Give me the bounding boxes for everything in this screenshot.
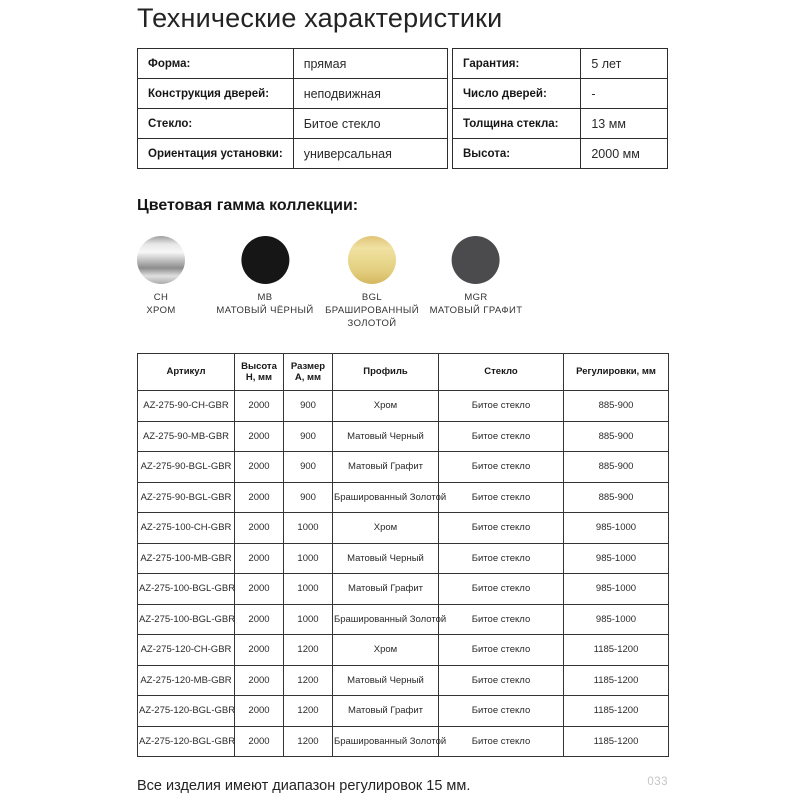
swatches-row [137,236,668,329]
products-header-cell: Регулировки, мм [564,354,669,391]
page-number: 033 [647,776,668,788]
table-row [138,482,669,513]
table-row [138,452,669,483]
table-cell: Битое стекло [439,635,564,666]
table-cell: Битое стекло [439,574,564,605]
table-cell: Матовый Графит [333,574,439,605]
spec-row [138,139,448,169]
table-cell: Битое стекло [439,452,564,483]
spec-tables [137,48,668,169]
table-cell: Битое стекло [439,696,564,727]
products-header-cell: Артикул [138,354,235,391]
table-cell: 985-1000 [564,543,669,574]
table-cell: Матовый Графит [333,452,439,483]
table-cell: 885-900 [564,421,669,452]
table-cell: AZ-275-100-BGL-GBR [138,604,235,635]
table-cell: 2000 [235,696,284,727]
table-cell: 2000 [235,574,284,605]
table-cell: AZ-275-90-BGL-GBR [138,482,235,513]
table-cell: Битое стекло [439,391,564,422]
table-cell: Хром [333,513,439,544]
table-cell: Матовый Черный [333,543,439,574]
swatch-code: MGR [464,292,488,303]
spec-value: 13 мм [581,109,668,139]
table-cell: AZ-275-90-BGL-GBR [138,452,235,483]
products-header-cell: Стекло [439,354,564,391]
table-cell: 2000 [235,726,284,757]
table-cell: 1200 [284,635,333,666]
swatch-circle-icon [348,236,396,284]
spec-table-left-body [138,49,448,169]
swatch-mgr [430,236,523,317]
table-cell: 1000 [284,543,333,574]
table-cell: Битое стекло [439,665,564,696]
table-cell: 885-900 [564,452,669,483]
table-cell: 1185-1200 [564,635,669,666]
swatch-name: МАТОВЫЙ ЧЁРНЫЙ [216,305,314,316]
spec-label: Высота: [452,139,580,169]
table-cell: 1185-1200 [564,665,669,696]
table-cell: 2000 [235,513,284,544]
table-cell: 985-1000 [564,513,669,544]
swatch-name: МАТОВЫЙ ГРАФИТ [429,305,523,316]
table-row [138,391,669,422]
table-cell: 2000 [235,543,284,574]
table-cell: Битое стекло [439,726,564,757]
table-cell: 2000 [235,604,284,635]
products-header-cell: Профиль [333,354,439,391]
page-content [137,0,668,794]
table-cell: 985-1000 [564,574,669,605]
table-cell: 1000 [284,574,333,605]
spec-row [138,49,448,79]
swatch-circle-icon [137,236,185,284]
table-row [138,604,669,635]
spec-row [452,109,667,139]
swatch-name: ХРОМ [146,305,176,316]
swatch-bgl [313,236,431,330]
table-cell: 2000 [235,452,284,483]
table-cell: AZ-275-90-MB-GBR [138,421,235,452]
spec-row [138,109,448,139]
table-cell: 2000 [235,391,284,422]
table-cell: Брашированный Золотой [333,726,439,757]
swatch-circle-icon [452,236,500,284]
spec-label: Конструкция дверей: [138,79,294,109]
table-cell: 900 [284,452,333,483]
products-header-cell: Размер A, мм [284,354,333,391]
table-cell: Хром [333,635,439,666]
table-cell: AZ-275-120-MB-GBR [138,665,235,696]
products-table-head [138,354,669,391]
spec-label: Форма: [138,49,294,79]
products-header-cell: Высота H, мм [235,354,284,391]
spec-row [138,79,448,109]
spec-value: неподвижная [293,79,447,109]
page-title: Технические характеристики [137,3,503,33]
products-header-row [138,354,669,391]
table-cell: Битое стекло [439,513,564,544]
spec-value: 2000 мм [581,139,668,169]
table-cell: 885-900 [564,482,669,513]
table-row [138,696,669,727]
table-row [138,421,669,452]
table-cell: 900 [284,482,333,513]
table-cell: AZ-275-90-CH-GBR [138,391,235,422]
colors-section-heading: Цветовая гамма коллекции: [137,197,359,214]
table-cell: 2000 [235,665,284,696]
table-row [138,513,669,544]
table-cell: 1000 [284,604,333,635]
spec-table-left [137,48,448,169]
table-row [138,543,669,574]
swatch-code: CH [153,292,169,303]
table-cell: 1200 [284,696,333,727]
footer-note: Все изделия имеют диапазон регулировок 15 мм. [137,778,471,794]
table-row [138,635,669,666]
table-cell: 900 [284,391,333,422]
swatch-mb [216,236,313,317]
spec-value: - [581,79,668,109]
spec-label: Число дверей: [452,79,580,109]
table-row [138,665,669,696]
products-table-body [138,391,669,757]
table-cell: 1185-1200 [564,726,669,757]
spec-row [452,49,667,79]
products-table [137,353,669,757]
spec-label: Гарантия: [452,49,580,79]
table-cell: 985-1000 [564,604,669,635]
table-cell: Хром [333,391,439,422]
table-cell: Матовый Графит [333,696,439,727]
table-cell: 1185-1200 [564,696,669,727]
table-cell: Битое стекло [439,543,564,574]
spec-value: 5 лет [581,49,668,79]
table-row [138,574,669,605]
swatch-circle-icon [241,236,289,284]
table-cell: Брашированный Золотой [333,482,439,513]
table-cell: Битое стекло [439,604,564,635]
table-cell: Битое стекло [439,482,564,513]
spec-value: прямая [293,49,447,79]
table-cell: AZ-275-120-CH-GBR [138,635,235,666]
spec-table-right [452,48,668,169]
table-cell: Битое стекло [439,421,564,452]
spec-row [452,79,667,109]
table-row [138,726,669,757]
table-cell: 2000 [235,635,284,666]
table-cell: 2000 [235,421,284,452]
table-cell: AZ-275-100-CH-GBR [138,513,235,544]
table-cell: Матовый Черный [333,421,439,452]
swatch-code: MB [257,292,273,303]
spec-value: универсальная [293,139,447,169]
table-cell: 1000 [284,513,333,544]
swatch-code: BGL [361,292,383,303]
swatch-name: БРАШИРОВАННЫЙ ЗОЛОТОЙ [325,305,419,329]
table-cell: AZ-275-100-MB-GBR [138,543,235,574]
spec-label: Толщина стекла: [452,109,580,139]
spec-value: Битое стекло [293,109,447,139]
table-cell: AZ-275-100-BGL-GBR [138,574,235,605]
table-cell: AZ-275-120-BGL-GBR [138,726,235,757]
table-cell: 885-900 [564,391,669,422]
table-cell: 2000 [235,482,284,513]
swatch-ch [137,236,185,317]
spec-table-right-body [452,49,667,169]
table-cell: 1200 [284,726,333,757]
spec-label: Стекло: [138,109,294,139]
table-cell: AZ-275-120-BGL-GBR [138,696,235,727]
spec-row [452,139,667,169]
table-cell: 1200 [284,665,333,696]
table-cell: Матовый Черный [333,665,439,696]
table-cell: 900 [284,421,333,452]
spec-label: Ориентация установки: [138,139,294,169]
table-cell: Брашированный Золотой [333,604,439,635]
